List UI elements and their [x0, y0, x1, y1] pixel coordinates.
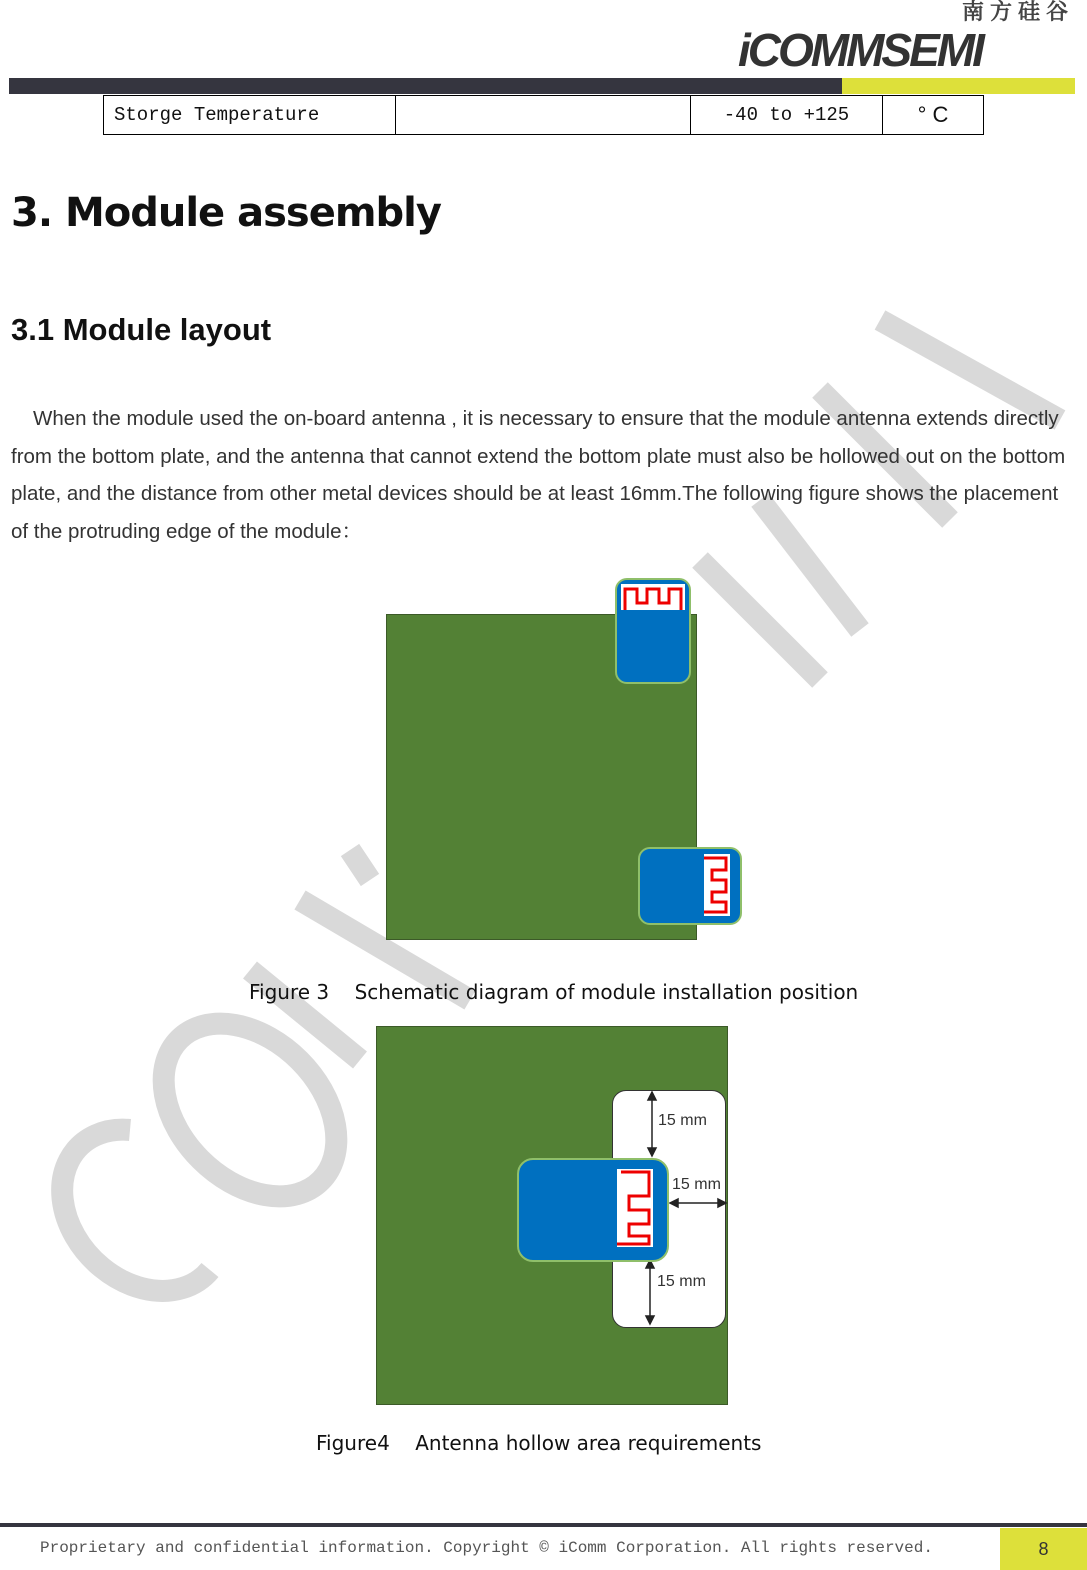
antenna-icon	[617, 1169, 653, 1247]
company-logo	[738, 0, 1078, 76]
page-number: 8	[1000, 1528, 1087, 1570]
footer-text: Proprietary and confidential information. Copyright © iComm Corporation. All rights reserved.	[40, 1539, 933, 1557]
logo-text: iCOMMSEMI	[738, 24, 982, 76]
header-accent-bar	[842, 78, 1075, 94]
antenna-icon	[621, 584, 685, 610]
table-row	[104, 96, 984, 135]
figure3-caption	[249, 980, 858, 1004]
dimension-top-label: 15 mm	[658, 1112, 707, 1129]
footer-bar	[0, 1523, 1087, 1527]
dimension-bottom-label: 15 mm	[657, 1273, 706, 1290]
dimension-right-label: 15 mm	[672, 1176, 721, 1193]
figure4-caption	[316, 1431, 761, 1455]
header-bar	[9, 78, 842, 94]
module-bottom	[638, 847, 742, 925]
spec-table	[103, 95, 984, 135]
subsection-title: 3.1 Module layout	[11, 312, 272, 347]
body-paragraph: When the module used the on-board antenna , it is necessary to ensure that the module antenna extends directly from the bottom plate, and the antenna that cannot extend the bottom plate must also be hollowed out on the bottom plate, and the distance from other metal devices should be at least 16mm.The following figure shows the placement of the protruding edge of the module：	[11, 407, 1066, 543]
figure4-label: Figure4	[316, 1431, 390, 1455]
section-title: 3. Module assembly	[11, 190, 441, 236]
figure3-caption-text: Schematic diagram of module installation position	[354, 980, 859, 1004]
table-cell: -40 to +125	[691, 96, 883, 135]
logo-cn: 南方硅谷	[961, 0, 1074, 24]
module	[517, 1158, 669, 1262]
table-cell: Storge Temperature	[104, 96, 396, 135]
module-top	[615, 578, 691, 684]
antenna-icon	[704, 854, 730, 916]
table-cell: ° C	[883, 96, 984, 135]
figure4-caption-text: Antenna hollow area requirements	[415, 1431, 762, 1455]
table-cell	[396, 96, 691, 135]
figure3-label: Figure 3	[249, 980, 330, 1004]
